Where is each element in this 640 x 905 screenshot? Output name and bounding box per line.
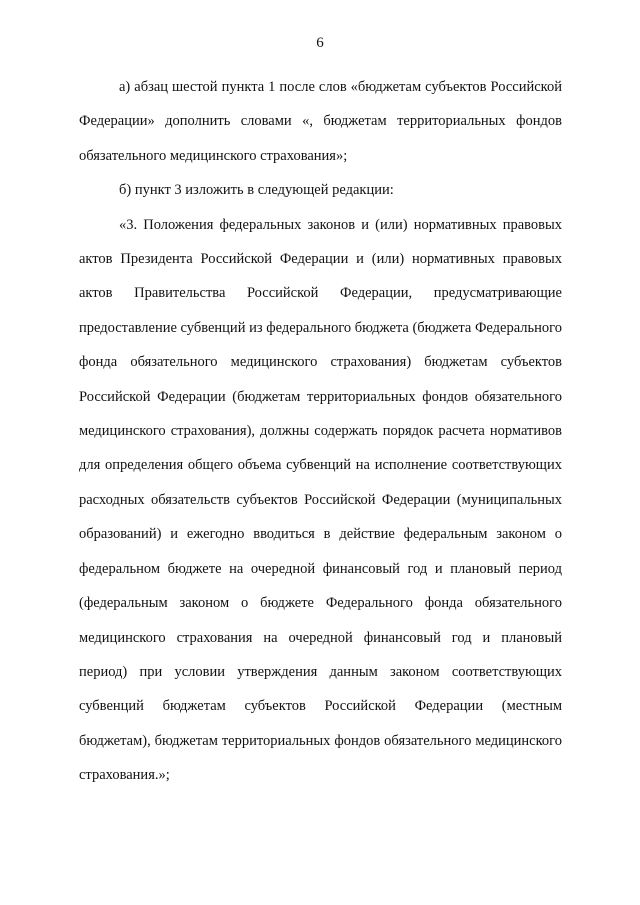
document-body — [79, 70, 562, 793]
paragraph-amendment-b: б) пункт 3 изложить в следующей редакции: — [119, 182, 394, 199]
paragraph-new-point-3: «3. Положения федеральных законов и (или) нормативных правовых актов Президента Российской Федерации и (или) нормативных правовых актов Правительства Российской Федерации, предусматривающие предоставление субвенций из федерального бюджета (бюджета Федерального фонда обязательного медицинского страхования) бюджетам субъектов Российской Федерации (бюджетам территориальных фондов обязательного медицинского страхования), должны содержать порядок расчета нормативов для определения общего объема субвенций на исполнение соответствующих расходных обязательств субъектов Российской Федерации (муниципальных образований) и ежегодно вводиться в действие федеральным законом о федеральном бюджете на очередной финансовый год и плановый период (федеральным законом о бюджете Федерального фонда обязательного медицинского страхования на очередной финансовый год и плановый период) при условии утверждения данным законом соответствующих субвенций бюджетам субъектов Российской Федерации (местным бюджетам), бюджетам территориальных фондов обязательного медицинского страхования.»; — [79, 216, 563, 784]
page-number: 6 — [316, 35, 324, 51]
paragraph-amendment-a: а) абзац шестой пункта 1 после слов «бюджетам субъектов Российской Федерации» дополнить словами «, бюджетам территориальных фондов обязательного медицинского страхования»; — [79, 79, 562, 164]
